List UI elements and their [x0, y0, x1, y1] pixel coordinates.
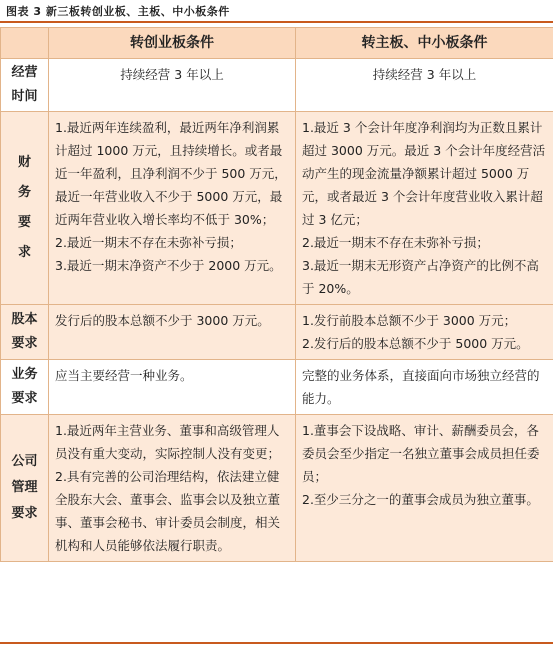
top-rule: [0, 21, 553, 23]
conditions-table: [0, 27, 553, 562]
cell-left: 发行后的股本总额不少于 3000 万元。: [49, 305, 296, 360]
table-row: [1, 305, 553, 360]
cell-left: 应当主要经营一种业务。: [49, 360, 296, 415]
row-label-financial: 财 务 要 求: [1, 112, 49, 305]
bottom-rule: [0, 642, 553, 644]
table-row: [1, 415, 553, 562]
header-row: [1, 28, 553, 59]
cell-right: 完整的业务体系，直接面向市场独立经营的能力。: [296, 360, 553, 415]
table-row: [1, 59, 553, 112]
header-blank: [1, 28, 49, 59]
row-label-business: 业务 要求: [1, 360, 49, 415]
cell-right: 持续经营 3 年以上: [296, 59, 553, 112]
cell-right: 1.董事会下设战略、审计、薪酬委员会，各委员会至少指定一名独立董事会成员担任委员； 2.至少三分之一的董事会成员为独立董事。: [296, 415, 553, 562]
row-label-operating-time: 经营 时间: [1, 59, 49, 112]
cell-left: 持续经营 3 年以上: [49, 59, 296, 112]
row-label-share-capital: 股本 要求: [1, 305, 49, 360]
cell-right: 1.发行前股本总额不少于 3000 万元； 2.发行后的股本总额不少于 5000 万元。: [296, 305, 553, 360]
table-row: [1, 112, 553, 305]
cell-left: 1.最近两年连续盈利，最近两年净利润累计超过 1000 万元，且持续增长。或者最近一年盈利，且净利润不少于 500 万元，最近一年营业收入不少于 5000 万元，最近两年营业收入增长率均不低于 30%； 2.最近一期末不存在未弥补亏损； 3.最近一期末净资产不少于 2000 万元。: [49, 112, 296, 305]
header-main-board: 转主板、中小板条件: [296, 28, 553, 59]
row-label-governance: 公司 管理 要求: [1, 415, 49, 562]
cell-left: 1.最近两年主营业务、董事和高级管理人员没有重大变动，实际控制人没有变更； 2.具有完善的公司治理结构，依法建立健全股东大会、董事会、监事会以及独立董事、董事会秘书、审计委员会制度，相关机构和人员能够依法履行职责。: [49, 415, 296, 562]
header-chinext: 转创业板条件: [49, 28, 296, 59]
cell-right: 1.最近 3 个会计年度净利润均为正数且累计超过 3000 万元。最近 3 个会计年度经营活动产生的现金流量净额累计超过 5000 万元，或者最近 3 个会计年度营业收入累计超过 3 亿元； 2.最近一期末不存在未弥补亏损； 3.最近一期末无形资产占净资产的比例不高于 20%。: [296, 112, 553, 305]
table-row: [1, 360, 553, 415]
figure-caption: 图表 3 新三板转创业板、主板、中小板条件: [6, 5, 230, 18]
